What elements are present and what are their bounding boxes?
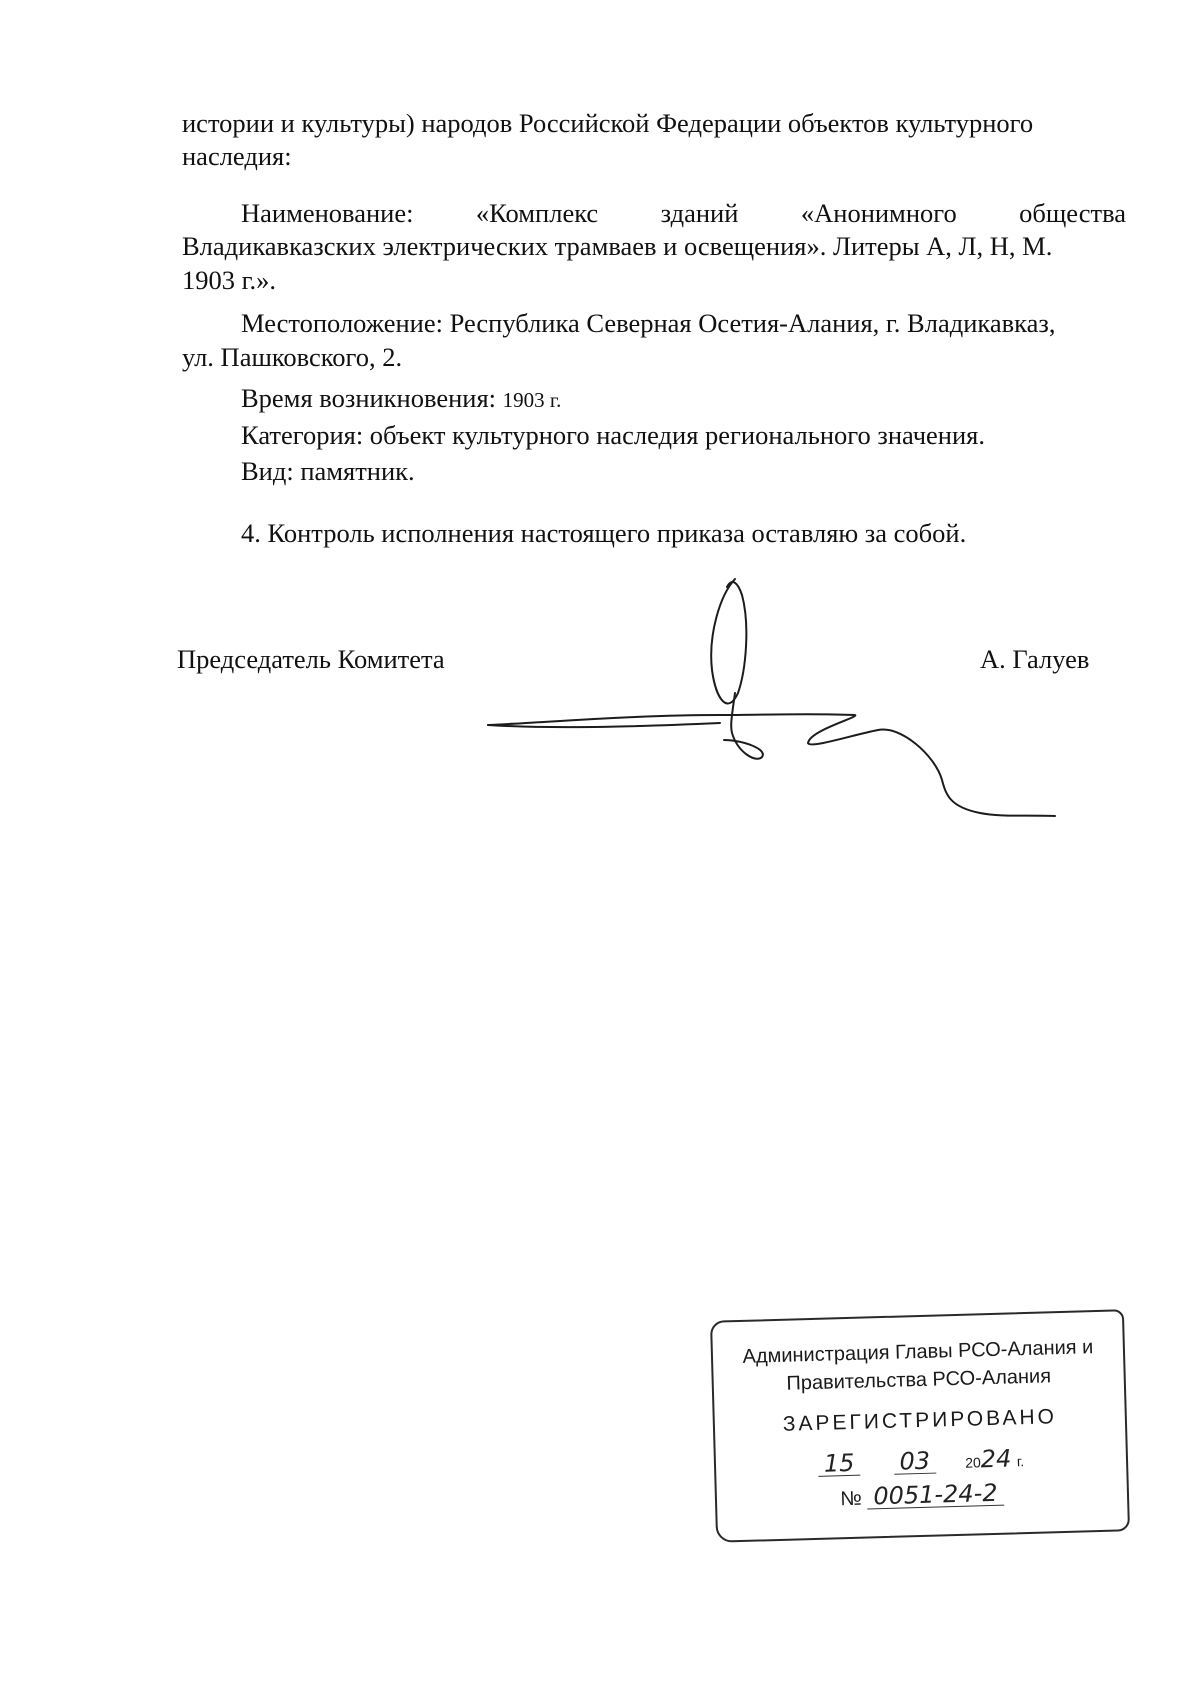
stamp-year-suffix: 24: [980, 1444, 1012, 1474]
stamp-year-unit: г.: [1016, 1453, 1025, 1470]
time-label: Время возникновения:: [241, 383, 497, 413]
text-line: наследия:: [182, 141, 292, 171]
stamp-number-label: №: [840, 1487, 863, 1511]
time-value: 1903 г.: [502, 388, 562, 412]
stamp-number: [717, 1477, 1128, 1514]
registration-stamp: [710, 1309, 1130, 1542]
name-word: общества: [1019, 198, 1126, 228]
signature: [480, 575, 1060, 825]
text-line: Владикавказских электрических трамваев и освещения». Литеры А, Л, Н, М.: [182, 231, 1053, 261]
time-line: [241, 382, 561, 416]
name-line: [241, 197, 1126, 229]
paragraph-line: [182, 107, 1126, 139]
category-line: Категория: объект культурного наследия регионального значения.: [241, 420, 985, 450]
stamp-registered: ЗАРЕГИСТРИРОВАНО: [782, 1405, 1058, 1436]
kind-line: Вид: памятник.: [241, 456, 415, 486]
item-4: 4. Контроль исполнения настоящего приказа оставляю за собой.: [241, 518, 967, 548]
location-line: ул. Пашковского, 2.: [182, 342, 403, 372]
name-label: Наименование:: [241, 198, 414, 228]
stamp-org-line: Администрация Главы РСО-Алания и: [742, 1336, 1094, 1368]
stamp-number-value: 0051-24-2: [867, 1481, 1004, 1510]
name-word: зданий: [660, 198, 739, 228]
stamp-date: [716, 1441, 1127, 1480]
signoff-name: А. Галуев: [980, 644, 1090, 674]
stamp-day: 15: [818, 1451, 861, 1477]
stamp-year-prefix: 20: [964, 1454, 982, 1471]
name-word: «Анонимного: [800, 198, 957, 228]
stamp-org-line: Правительства РСО-Алания: [786, 1365, 1052, 1395]
stamp-month: 03: [893, 1449, 936, 1475]
text-line: истории и культуры) народов Российской Федерации объектов культурного: [182, 108, 1034, 138]
signoff-position: Председатель Комитета: [177, 644, 445, 674]
text-line: 1903 г.».: [182, 265, 277, 295]
name-word: «Комплекс: [475, 198, 599, 228]
location-line: Местоположение: Республика Северная Осетия-Алания, г. Владикавказ,: [241, 308, 1056, 338]
